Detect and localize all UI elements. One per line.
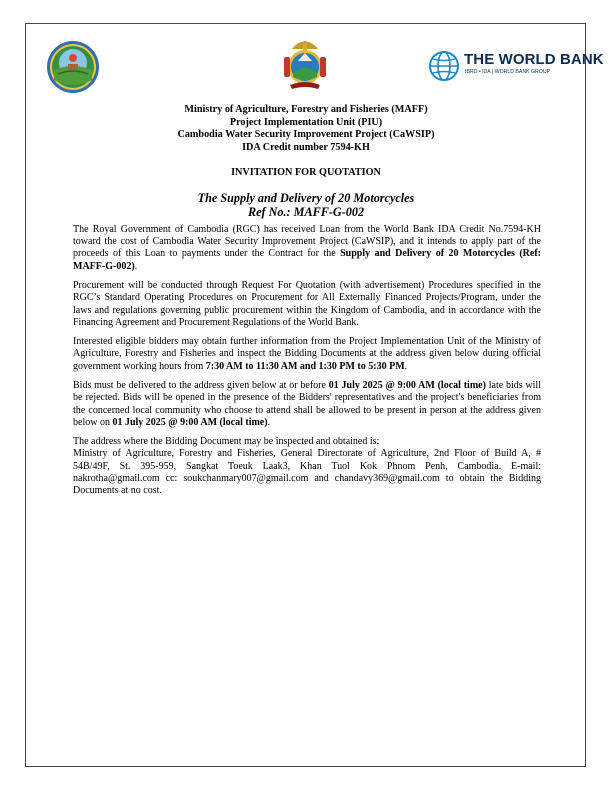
paragraph-deadline	[73, 380, 541, 429]
paragraph-inspection	[73, 336, 541, 373]
paragraph-text: .	[404, 360, 408, 372]
contract-name: Supply and Delivery of 20 Motorcycles (Ref: MAFF-G-002)	[73, 248, 542, 272]
paragraph-address	[73, 436, 541, 497]
address-text: Ministry of Agriculture, Forestry and Fisheries, General Directorate of Agriculture, 2nd Floor of Build A, # 54B/49F, St. 395-959, Sangkat Toeuk Laak3, Khan Tuol Kok Phnom Penh, Cambodia. E-mail: nakrotha@gmail.com cc: soukchanmary007@gmail.com and chandavy369@gmail.com to obtain the Bidding Documents at no cost.	[73, 448, 541, 497]
cambodia-royal-emblem	[278, 39, 332, 93]
address-intro: The address where the Bidding Document may be inspected and obtained is:	[73, 436, 380, 448]
subject-title: The Supply and Delivery of 20 Motorcycles	[197, 191, 415, 205]
document-header	[60, 104, 552, 154]
opening-time: 01 July 2025 @ 9:00 AM (local time)	[112, 416, 268, 428]
document-body	[73, 224, 541, 505]
reference-number: Ref No.: MAFF-G-002	[247, 205, 365, 219]
paragraph-text: Interested eligible bidders may obtain further information from the Project Implementation Unit of the Ministry of Agriculture, Forestry and Fisheries and inspect the Bidding Documents at the address given below during official government working hours from	[73, 336, 541, 372]
paragraph-procurement: Procurement will be conducted through Request For Quotation (with advertisement) Procedures specified in the RGC’s Standard Operating Procedures on Procurement for All Externally Financed Projects/Program, under the laws and regulations governing public procurement within the Kingdom of Cambodia, and in accordance with the Financing Agreement and Procurement Regulations of the World Bank.	[73, 280, 541, 328]
invitation-title: INVITATION FOR QUOTATION	[231, 167, 381, 178]
paragraph-text: late bids will be rejected. Bids will be opened in the presence of the Bidders' representatives and the project's beneficiaries from the concerned local community who choose to attend shall be allowed to be present in person at the address given below on	[73, 380, 541, 428]
ministry-name: Ministry of Agriculture, Forestry and Fisheries (MAFF)	[184, 104, 428, 115]
paragraph-text: .	[134, 260, 138, 272]
paragraph-text: The Royal Government of Cambodia (RGC) has received Loan from the World Bank IDA Credit No.7594-KH toward the cost of Cambodia Water Security Improvement Project (CaWSIP), and it intends to apply part of the proceeds of this Loan to payments under the Contract for the	[73, 224, 541, 260]
world-bank-title: THE WORLD BANK	[464, 51, 604, 68]
unit-name: Project Implementation Unit (PIU)	[229, 116, 383, 128]
subject-block	[60, 191, 552, 219]
paragraph-text: .	[267, 416, 271, 428]
world-bank-subtitle: IBRD • IDA | WORLD BANK GROUP	[465, 69, 551, 75]
working-hours: 7:30 AM to 11:30 AM and 1:30 PM to 5:30 PM	[205, 360, 405, 372]
submission-deadline: 01 July 2025 @ 9:00 AM (local time)	[328, 380, 486, 392]
paragraph-text: Bids must be delivered to the address given below at or before	[73, 380, 329, 392]
credit-number: IDA Credit number 7594-KH	[242, 141, 370, 153]
maff-logo	[46, 40, 100, 94]
world-bank-logo	[428, 48, 604, 84]
paragraph-loan	[73, 224, 541, 273]
project-name: Cambodia Water Security Improvement Project (CaWSIP)	[177, 129, 435, 141]
